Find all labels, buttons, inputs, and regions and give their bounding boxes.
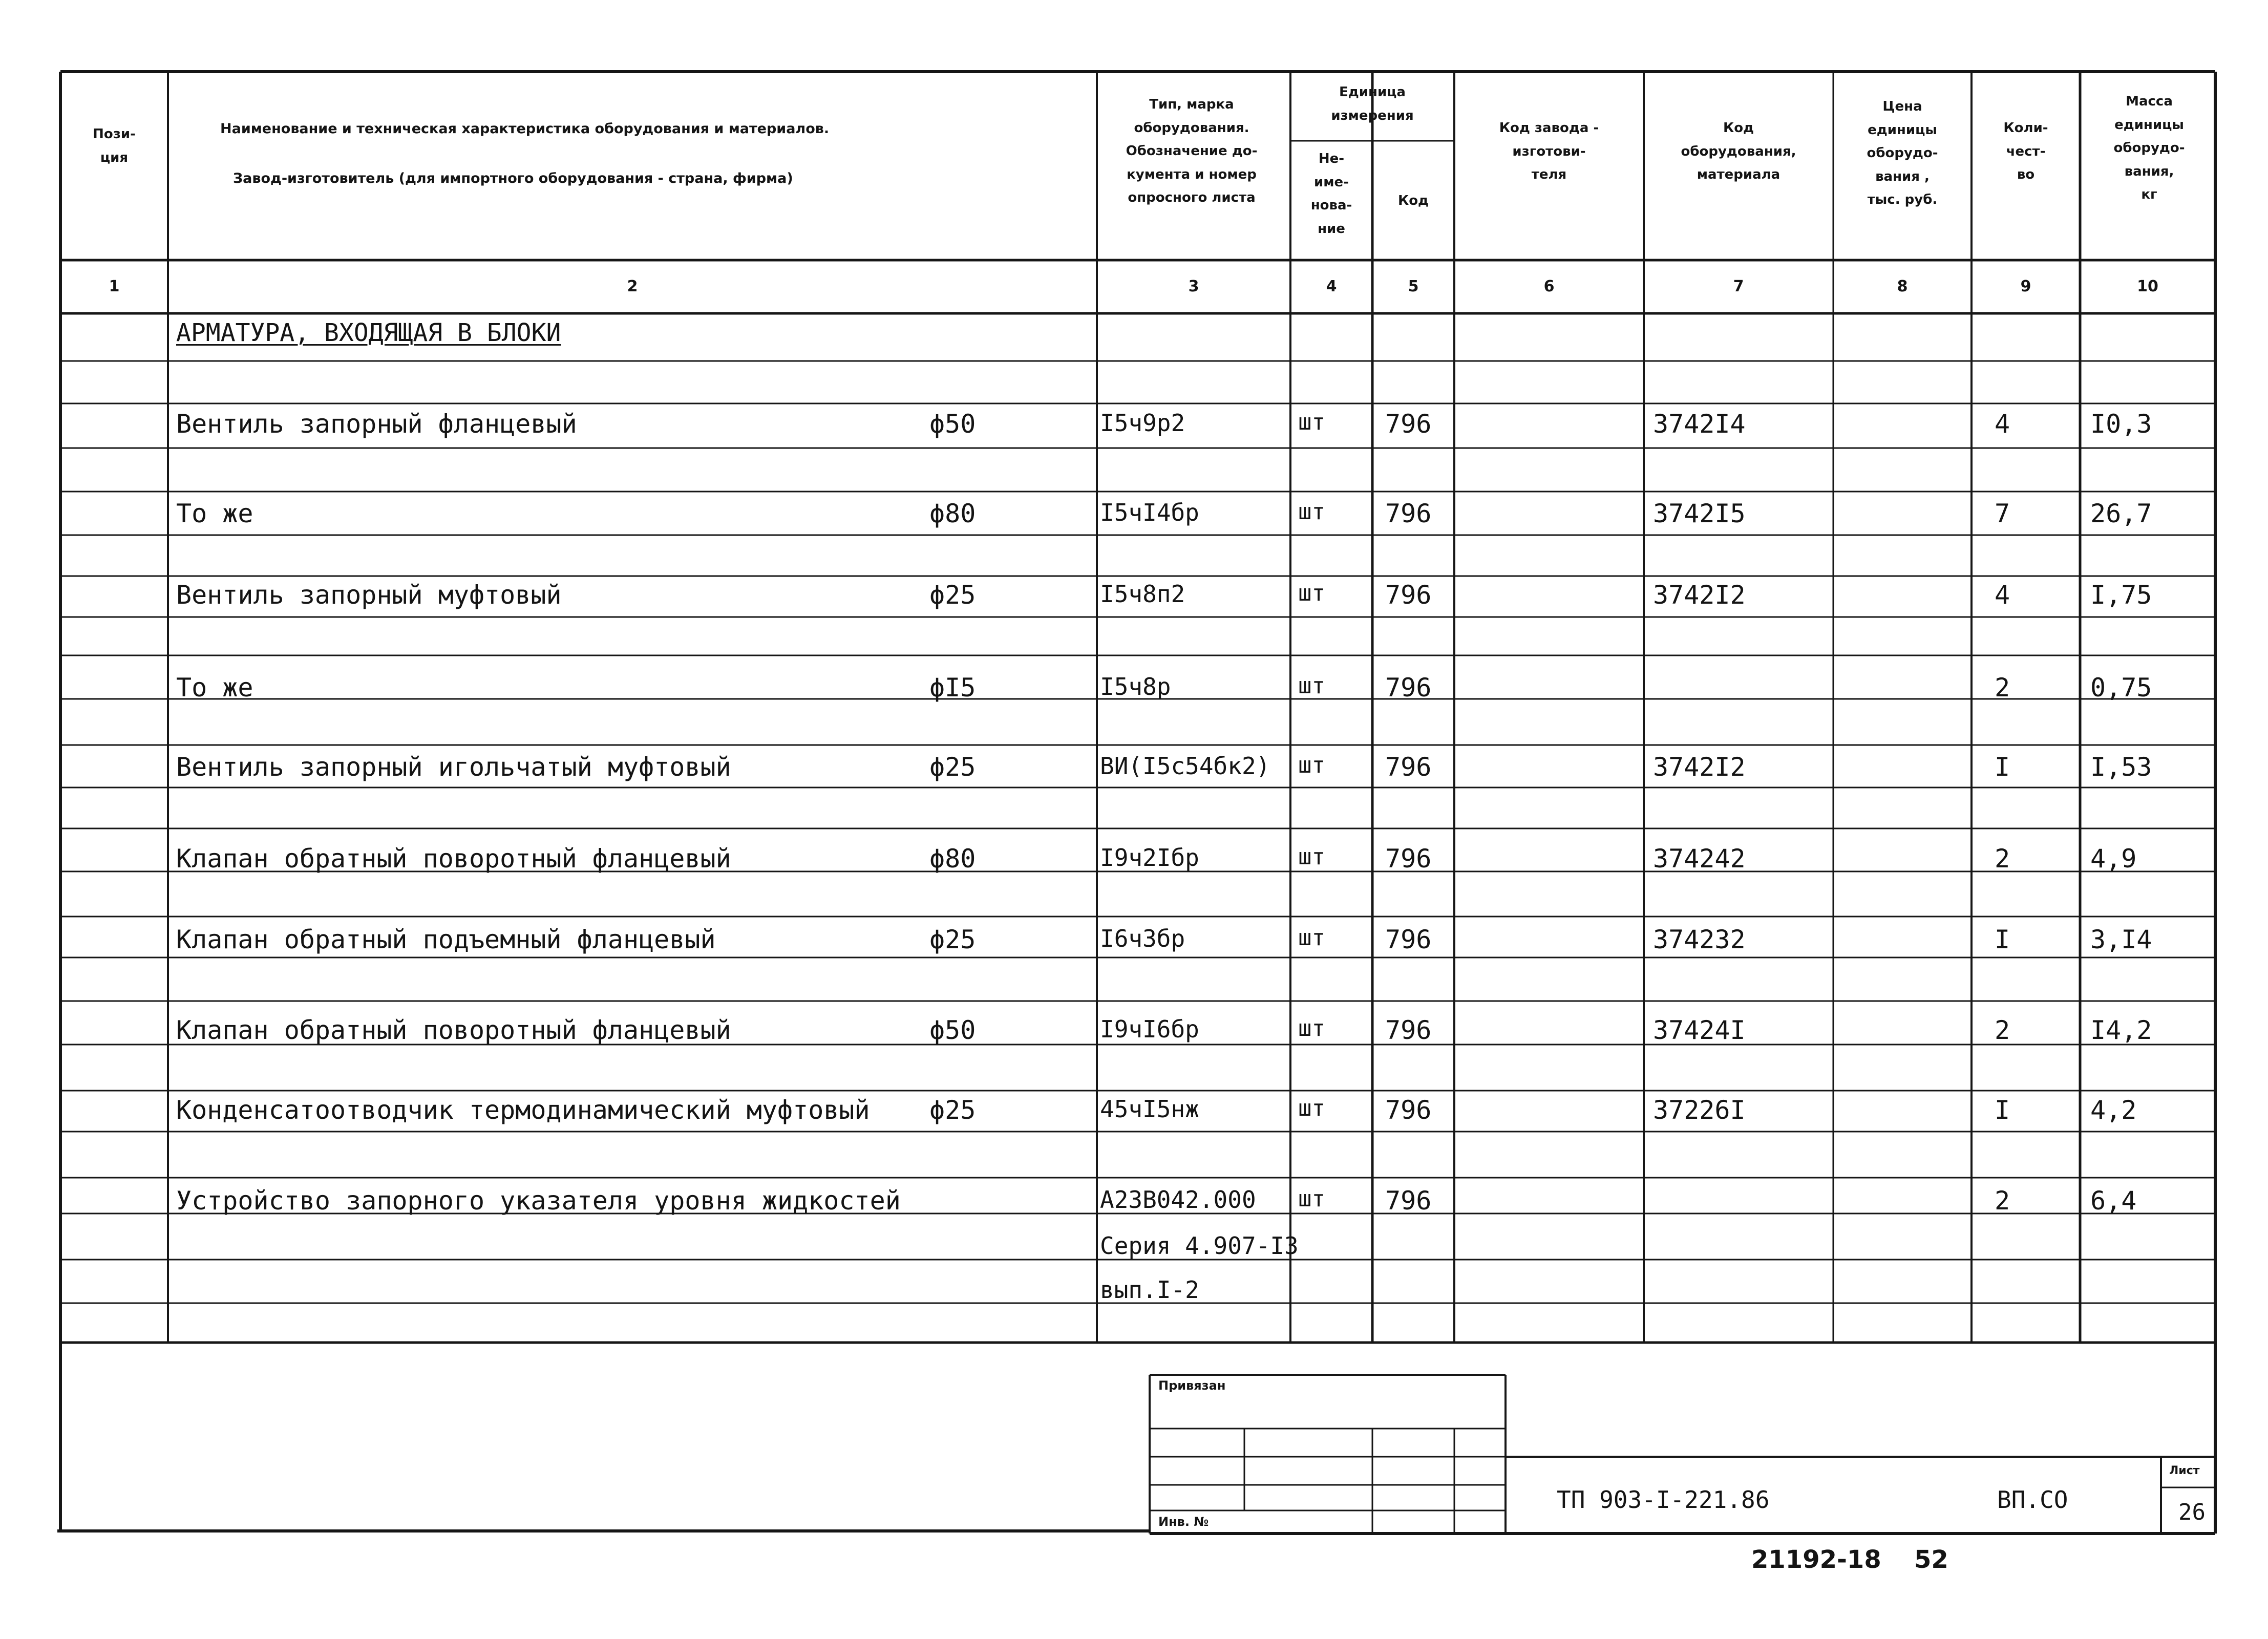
item-type-mark: I6ч3бр (1100, 925, 1185, 952)
column-number-3: 3 (1188, 278, 1199, 295)
archive-number: 21192-18 (1751, 1545, 1881, 1574)
item-equipment-code: 3742I5 (1653, 499, 1746, 528)
item-unit-mass: I4,2 (2090, 1015, 2152, 1045)
item-unit-code: 796 (1385, 1186, 1432, 1216)
item-unit: шт (1298, 409, 1325, 435)
item-nominal-diameter: ϕ25 (929, 925, 976, 954)
header-equipment-code: Код оборудования, материала (1681, 120, 1796, 182)
column-number-10: 10 (2137, 278, 2158, 295)
item-name: Клапан обратный подъемный фланцевый (176, 925, 716, 954)
item-unit: шт (1298, 580, 1325, 606)
stamp-document-code: ТП 903-I-221.86 (1557, 1486, 1770, 1514)
item-nominal-diameter: ϕ80 (929, 844, 976, 874)
item-quantity: 7 (1995, 499, 2010, 528)
item-unit-mass: 26,7 (2090, 499, 2152, 528)
item-name: Клапан обратный поворотный фланцевый (176, 1015, 731, 1045)
item-type-mark: I9чI6бр (1100, 1015, 1199, 1043)
header-unit-group: Единица измерения (1331, 84, 1414, 123)
item-nominal-diameter: ϕ25 (929, 752, 976, 782)
item-nominal-diameter: ϕ50 (929, 409, 976, 439)
stamp-inventory-number: Инв. № (1158, 1515, 1209, 1529)
item-type-mark: I5чI4бр (1100, 499, 1199, 526)
item-type-mark: 45чI5нж (1100, 1095, 1199, 1123)
header-name-line2: Завод-изготовитель (для импортного оборудования - страна, фирма) (233, 171, 793, 186)
header-unit-code: Код (1397, 193, 1429, 208)
item-equipment-code: 37226I (1653, 1095, 1746, 1125)
item-unit-mass: 0,75 (2090, 673, 2152, 703)
item-equipment-code: 3742I2 (1653, 752, 1746, 782)
item-unit-code: 796 (1385, 409, 1432, 439)
item-unit: шт (1298, 925, 1325, 951)
item-unit-mass: 4,2 (2090, 1095, 2137, 1125)
item-type-mark: I5ч8п2 (1100, 580, 1185, 608)
item-quantity: I (1995, 752, 2010, 782)
item-type-mark: I9ч2Iбр (1100, 844, 1199, 871)
item-unit-mass: I0,3 (2090, 409, 2152, 439)
header-unit-mass: Масса единицы оборудо- вания, кг (2113, 94, 2185, 202)
item-name: Вентиль запорный игольчатый муфтовый (176, 752, 731, 782)
item-nominal-diameter: ϕI5 (929, 673, 976, 703)
stamp-document-mark: ВП.СО (1997, 1486, 2068, 1514)
item-name: Вентиль запорный фланцевый (176, 409, 577, 439)
item-equipment-code: 3742I4 (1653, 409, 1746, 439)
header-position: Пози- ция (93, 126, 136, 165)
header-type: Тип, марка оборудования. Обозначение до- кумента и номер опросного листа (1126, 97, 1258, 205)
item-quantity: 2 (1995, 1186, 2010, 1216)
header-maker-code: Код завода - изготови- теля (1499, 120, 1599, 182)
item-name: Конденсатоотводчик термодинамический муфтовый (176, 1095, 870, 1125)
header-unit-price: Цена единицы оборудо- вания , тыс. руб. (1867, 99, 1938, 207)
item-unit-code: 796 (1385, 844, 1432, 874)
item-type-mark: I5ч9р2 (1100, 409, 1185, 437)
item-unit: шт (1298, 752, 1325, 778)
item-type-mark: I5ч8р (1100, 673, 1171, 700)
header-name-line1: Наименование и техническая характеристика оборудования и материалов. (220, 121, 830, 137)
item-unit: шт (1298, 844, 1325, 870)
item-unit-code: 796 (1385, 1015, 1432, 1045)
item-name: То же (176, 499, 253, 528)
item-unit-code: 796 (1385, 925, 1432, 954)
issue-line: вып.I-2 (1100, 1276, 1199, 1304)
item-name: Вентиль запорный муфтовый (176, 580, 562, 610)
item-unit: шт (1298, 1186, 1325, 1212)
stamp-sheet-label: Лист (2169, 1464, 2200, 1477)
item-name: То же (176, 673, 253, 703)
item-quantity: 2 (1995, 673, 2010, 703)
item-nominal-diameter: ϕ25 (929, 580, 976, 610)
item-unit-mass: I,53 (2090, 752, 2152, 782)
item-name: Устройство запорного указателя уровня жидкостей (176, 1186, 901, 1216)
item-quantity: 4 (1995, 580, 2010, 610)
header-unit-name: Не- име- нова- ние (1310, 151, 1352, 237)
item-unit-mass: 3,I4 (2090, 925, 2152, 954)
item-quantity: I (1995, 1095, 2010, 1125)
item-unit-mass: 4,9 (2090, 844, 2137, 874)
column-number-6: 6 (1543, 278, 1555, 295)
item-unit-mass: I,75 (2090, 580, 2152, 610)
item-name: Клапан обратный поворотный фланцевый (176, 844, 731, 874)
item-unit-code: 796 (1385, 1095, 1432, 1125)
item-quantity: 2 (1995, 1015, 2010, 1045)
archive-page: 52 (1914, 1545, 1948, 1574)
item-type-mark: ВИ(I5с54бк2) (1100, 752, 1270, 780)
item-nominal-diameter: ϕ50 (929, 1015, 976, 1045)
column-number-1: 1 (109, 278, 120, 295)
item-unit-code: 796 (1385, 499, 1432, 528)
item-unit: шт (1298, 1015, 1325, 1041)
item-unit-code: 796 (1385, 580, 1432, 610)
column-number-8: 8 (1897, 278, 1908, 295)
column-number-7: 7 (1733, 278, 1744, 295)
header-quantity: Коли- чест- во (2003, 120, 2048, 182)
item-equipment-code: 3742I2 (1653, 580, 1746, 610)
item-nominal-diameter: ϕ25 (929, 1095, 976, 1125)
stamp-sheet-number: 26 (2178, 1499, 2206, 1525)
item-quantity: 2 (1995, 844, 2010, 874)
item-unit-mass: 6,4 (2090, 1186, 2137, 1216)
column-number-9: 9 (2020, 278, 2031, 295)
section-title: АРМАТУРА, ВХОДЯЩАЯ В БЛОКИ (176, 318, 561, 347)
item-type-mark: А23В042.000 (1100, 1186, 1256, 1214)
item-nominal-diameter: ϕ80 (929, 499, 976, 528)
item-equipment-code: 374242 (1653, 844, 1746, 874)
column-number-4: 4 (1326, 278, 1337, 295)
item-unit: шт (1298, 499, 1325, 525)
item-unit-code: 796 (1385, 752, 1432, 782)
item-unit-code: 796 (1385, 673, 1432, 703)
series-line: Серия 4.907-I3 (1100, 1232, 1299, 1260)
column-number-2: 2 (627, 278, 638, 295)
item-unit: шт (1298, 673, 1325, 699)
item-equipment-code: 37424I (1653, 1015, 1746, 1045)
item-quantity: I (1995, 925, 2010, 954)
item-unit: шт (1298, 1095, 1325, 1121)
item-quantity: 4 (1995, 409, 2010, 439)
item-equipment-code: 374232 (1653, 925, 1746, 954)
stamp-privyazan: Привязан (1158, 1378, 1226, 1393)
column-number-5: 5 (1408, 278, 1419, 295)
